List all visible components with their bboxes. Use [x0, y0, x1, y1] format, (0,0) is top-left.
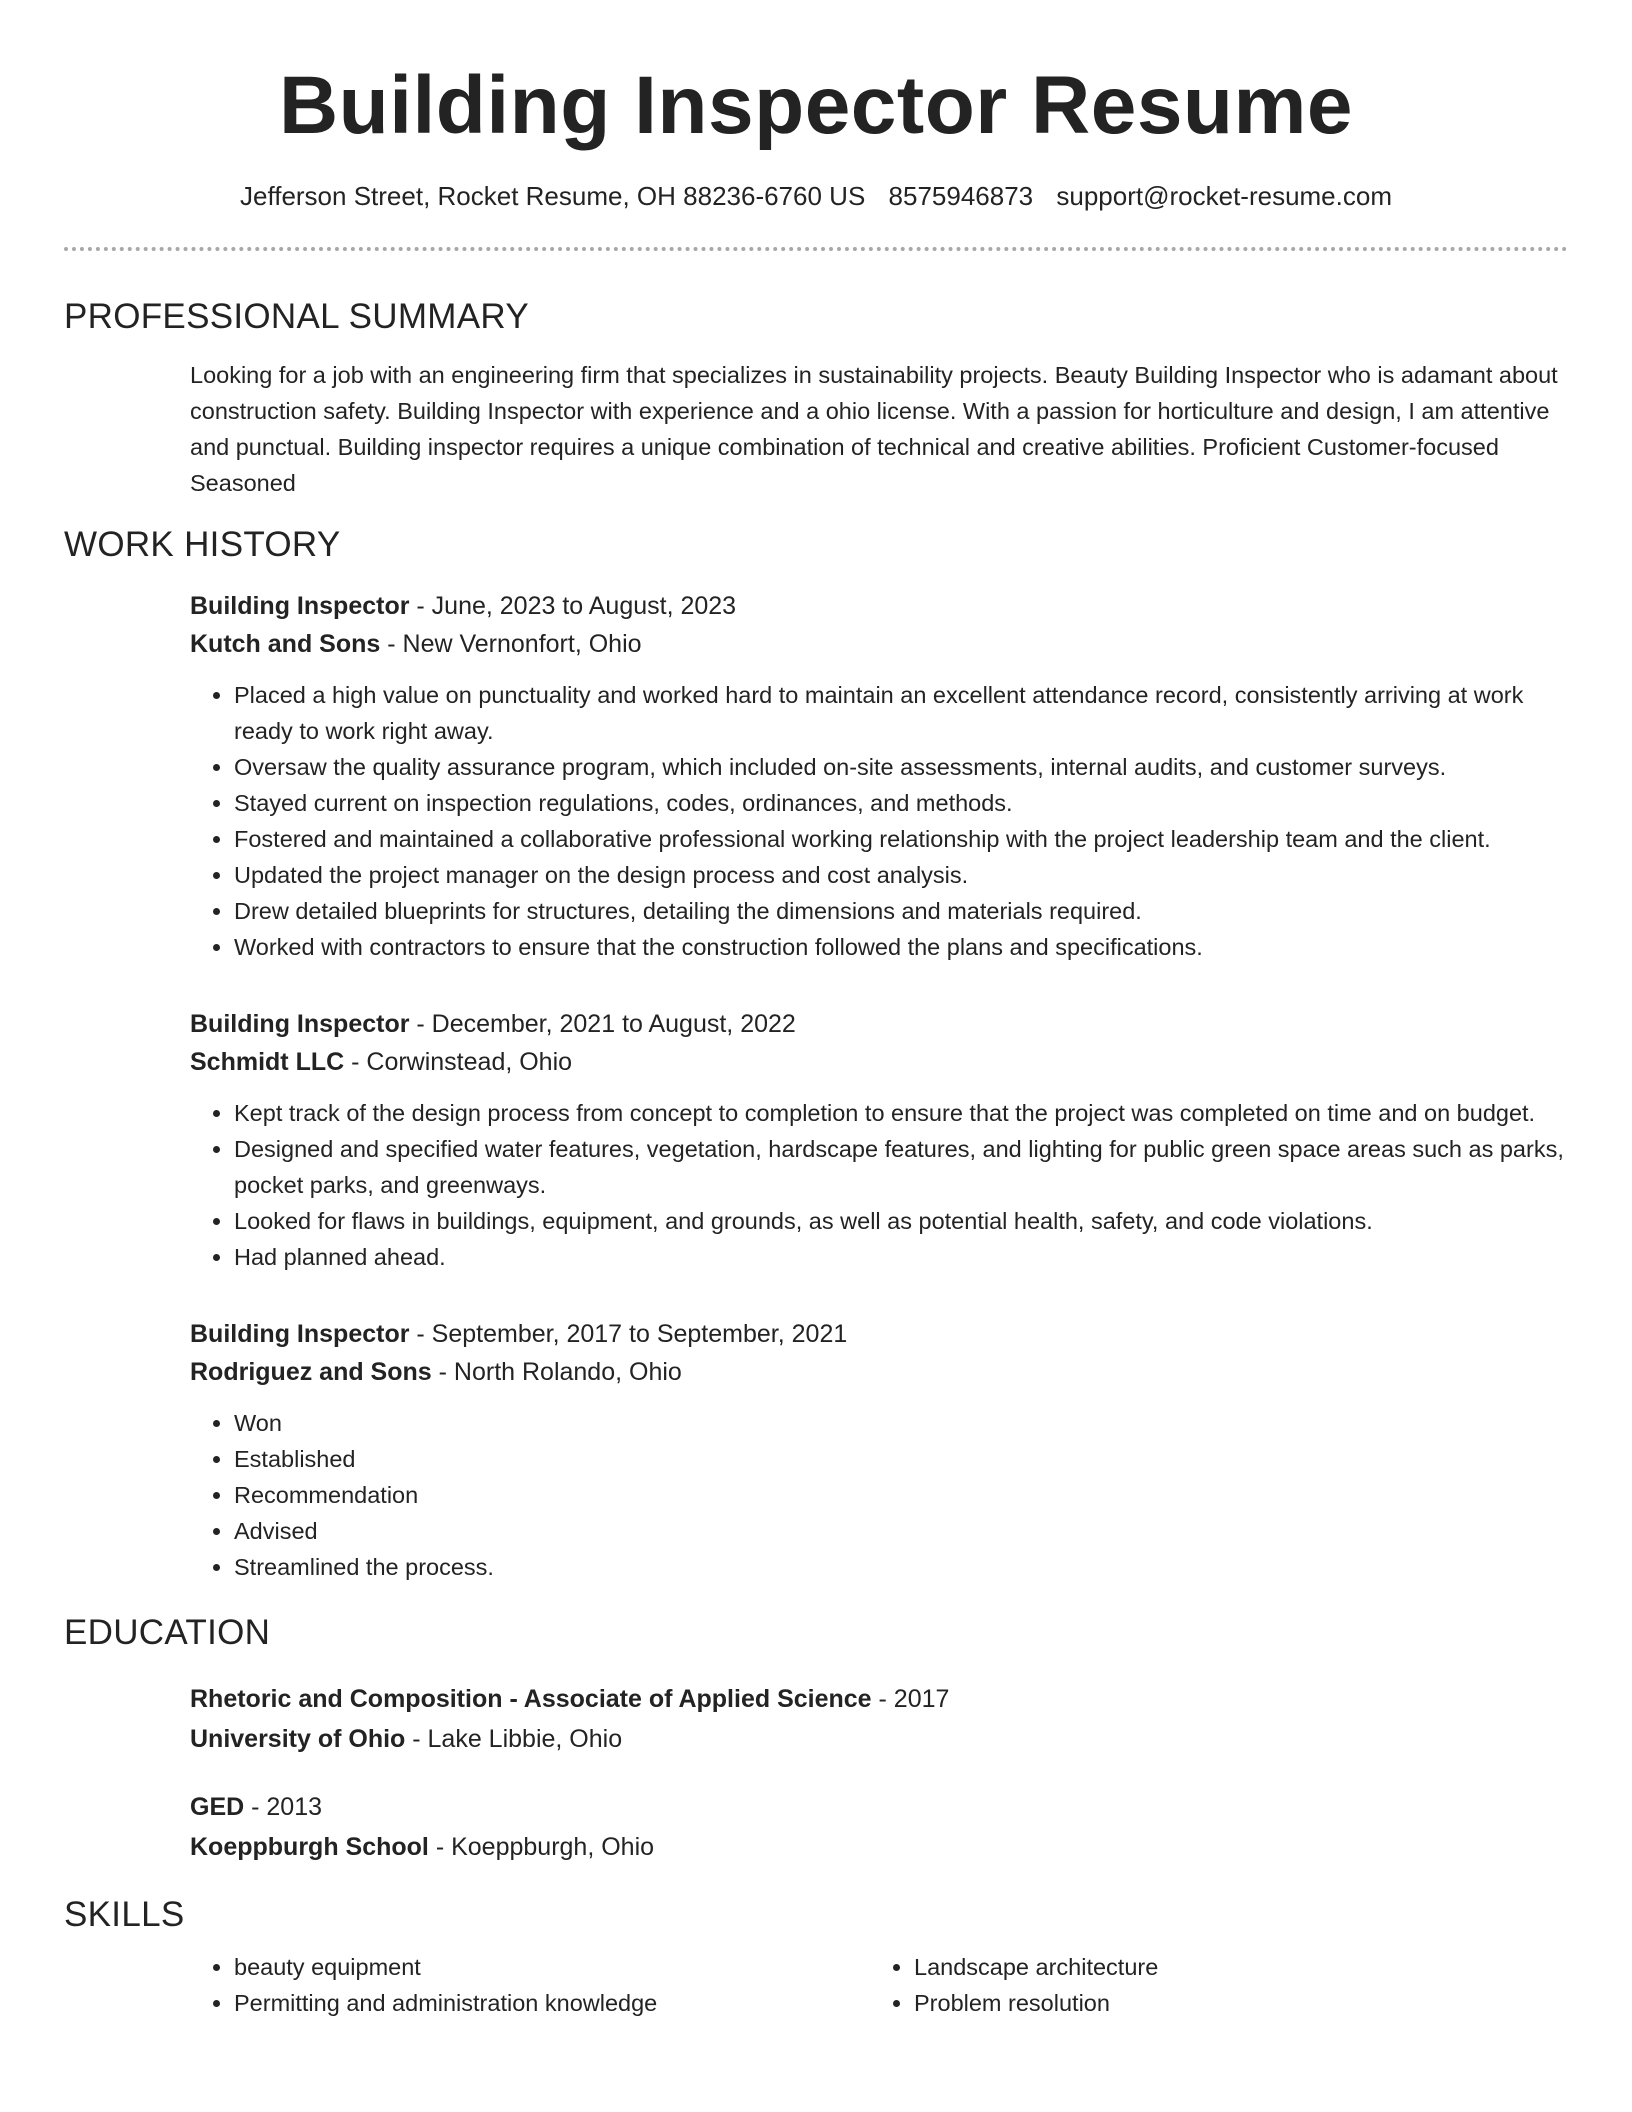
list-item: • Looked for flaws in buildings, equipment, and grounds, as well as potential health, safety, and code violations. [234, 1203, 1568, 1239]
resume-page [64, 0, 1568, 2021]
education-degree: Rhetoric and Composition - Associate of Applied Science [190, 1685, 872, 1713]
job-title: Building Inspector [190, 592, 410, 620]
list-item: • Problem resolution [914, 1985, 1550, 2021]
job-dates: - December, 2021 to August, 2022 [409, 1010, 796, 1038]
job-entry [190, 1005, 1568, 1275]
education-year: - 2013 [244, 1793, 323, 1821]
contact-address: Jefferson Street, Rocket Resume, OH 88236-6760 US [240, 181, 866, 211]
skills-column-left [190, 1949, 870, 2021]
job-bullets [190, 677, 1568, 965]
job-title: Building Inspector [190, 1010, 410, 1038]
job-company: Kutch and Sons [190, 630, 381, 658]
list-item: • Designed and specified water features, vegetation, hardscape features, and lighting for public green space areas such as parks, pocket parks, and greenways. [234, 1131, 1568, 1203]
list-item: • Streamlined the process. [234, 1549, 1568, 1585]
contact-email: support@rocket-resume.com [1056, 181, 1392, 211]
job-entry [190, 587, 1568, 965]
job-dates: - June, 2023 to August, 2023 [409, 592, 737, 620]
header-divider [64, 247, 1568, 251]
list-item: • beauty equipment [234, 1949, 870, 1985]
education-entry [190, 1679, 1568, 1759]
list-item: • Won [234, 1405, 1568, 1441]
list-item: • Stayed current on inspection regulations, codes, ordinances, and methods. [234, 785, 1568, 821]
list-item: • Kept track of the design process from concept to completion to ensure that the project was completed on time and on budget. [234, 1095, 1568, 1131]
list-item: • Permitting and administration knowledge [234, 1985, 870, 2021]
list-item: • Recommendation [234, 1477, 1568, 1513]
job-location: - North Rolando, Ohio [431, 1358, 682, 1386]
job-title-line [190, 1005, 1568, 1043]
education-entry [190, 1787, 1568, 1867]
page-title: Building Inspector Resume [278, 60, 1354, 151]
summary-text: Looking for a job with an engineering firm that specializes in sustainability projects. Beauty Building Inspector who is adamant about construction safety. Building Inspector with experience and a ohio license. With a passion for horticulture and design, I am attentive and punctual. Building inspector requires a unique combination of technical and creative abilities. Proficient Customer-focused Seasoned [190, 362, 1558, 496]
education-degree: GED [190, 1793, 245, 1821]
list-item: • Established [234, 1441, 1568, 1477]
job-company: Rodriguez and Sons [190, 1358, 432, 1386]
contact-line [64, 178, 1568, 214]
skills-column-right [870, 1949, 1550, 2021]
education-school: Koeppburgh School [190, 1833, 429, 1861]
contact-phone: 8575946873 [888, 181, 1034, 211]
education-school-line [190, 1827, 1568, 1867]
summary-heading: PROFESSIONAL SUMMARY [64, 297, 529, 336]
job-bullets [190, 1095, 1568, 1275]
education-year: - 2017 [871, 1685, 950, 1713]
skills-list [190, 1949, 1568, 2021]
job-location: - Corwinstead, Ohio [344, 1048, 573, 1076]
job-entry [190, 1315, 1568, 1585]
education-heading: EDUCATION [64, 1613, 271, 1652]
job-company: Schmidt LLC [190, 1048, 345, 1076]
list-item: • Placed a high value on punctuality and worked hard to maintain an excellent attendance record, consistently arriving at work ready to work right away. [234, 677, 1568, 749]
list-item: • Drew detailed blueprints for structures, detailing the dimensions and materials required. [234, 893, 1568, 929]
list-item: • Worked with contractors to ensure that the construction followed the plans and specifications. [234, 929, 1568, 965]
job-title-line [190, 1315, 1568, 1353]
skills-heading: SKILLS [64, 1895, 185, 1934]
job-bullets [190, 1405, 1568, 1585]
list-item: • Fostered and maintained a collaborative professional working relationship with the project leadership team and the client. [234, 821, 1568, 857]
list-item: • Had planned ahead. [234, 1239, 1568, 1275]
education-school-line [190, 1719, 1568, 1759]
job-title: Building Inspector [190, 1320, 410, 1348]
education-school: University of Ohio [190, 1725, 406, 1753]
work-history-heading: WORK HISTORY [64, 525, 341, 564]
education-location: - Koeppburgh, Ohio [428, 1833, 655, 1861]
job-location: - New Vernonfort, Ohio [380, 630, 642, 658]
education-degree-line [190, 1787, 1568, 1827]
list-item: • Updated the project manager on the design process and cost analysis. [234, 857, 1568, 893]
education-location: - Lake Libbie, Ohio [405, 1725, 623, 1753]
list-item: • Oversaw the quality assurance program, which included on-site assessments, internal audits, and customer surveys. [234, 749, 1568, 785]
list-item: • Landscape architecture [914, 1949, 1550, 1985]
job-company-line [190, 625, 1568, 663]
job-title-line [190, 587, 1568, 625]
job-company-line [190, 1353, 1568, 1391]
list-item: • Advised [234, 1513, 1568, 1549]
job-dates: - September, 2017 to September, 2021 [409, 1320, 848, 1348]
education-degree-line [190, 1679, 1568, 1719]
job-company-line [190, 1043, 1568, 1081]
